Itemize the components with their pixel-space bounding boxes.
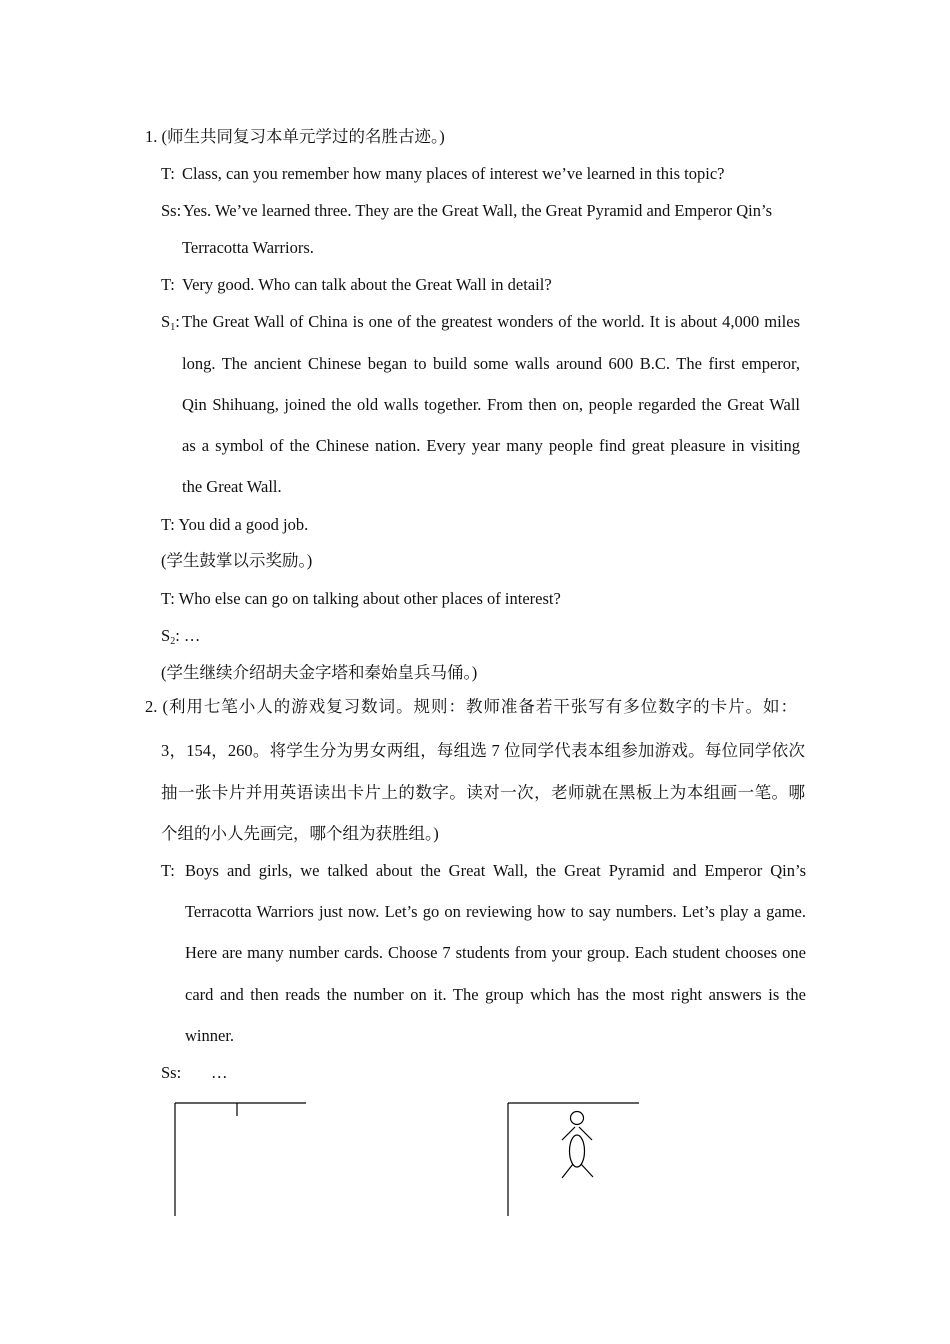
dialogue-line: …	[211, 1063, 228, 1082]
paragraph-line: Terracotta Warriors just now. Let’s go on reviewing how to say numbers. Let’s play a game.	[185, 902, 806, 921]
dialogue-line: T: Who else can go on talking about other places of interest?	[161, 589, 561, 608]
section-1-heading: 1. (师生共同复习本单元学过的名胜古迹。)	[145, 127, 445, 146]
paragraph-line: as a symbol of the Chinese nation. Every year many people find great pleasure in visiting	[182, 436, 800, 455]
stick-figure-body	[570, 1135, 585, 1167]
speaker-students: Ss:	[161, 201, 182, 220]
gallows-diagram-complete	[501, 1096, 646, 1221]
section-2-heading-line: 个组的小人先画完，哪个组为获胜组。)	[161, 824, 439, 843]
speaker-letter: S	[161, 312, 171, 331]
stick-figure-right-leg	[581, 1164, 593, 1177]
gallows-diagram-empty	[168, 1096, 313, 1221]
paragraph-line: winner.	[185, 1026, 235, 1045]
paragraph-line: Here are many number cards. Choose 7 students from your group. Each student chooses one	[185, 943, 806, 962]
stick-figure-left-leg	[562, 1164, 573, 1178]
speaker-student-1	[161, 311, 180, 333]
dialogue-line: Terracotta Warriors.	[182, 238, 314, 257]
dialogue-text: : …	[175, 626, 201, 645]
dialogue-line: Class, can you remember how many places of interest we’ve learned in this topic?	[182, 164, 725, 183]
paragraph-line: long. The ancient Chinese began to build some walls around 600 B.C. The first emperor,	[182, 354, 800, 373]
speaker-subscript: 2	[170, 636, 176, 647]
speaker-colon: :	[175, 312, 180, 331]
paragraph-line: Qin Shihuang, joined the old walls together. From then on, people regarded the Great Wall	[182, 395, 800, 414]
section-2-heading-line: 抽一张卡片并用英语读出卡片上的数字。读对一次，老师就在黑板上为本组画一笔。哪	[161, 783, 805, 802]
paragraph-line: card and then reads the number on it. The group which has the most right answers is the	[185, 985, 806, 1004]
stage-note: (学生继续介绍胡夫金字塔和秦始皇兵马俑。)	[161, 663, 478, 682]
dialogue-line: Very good. Who can talk about the Great Wall in detail?	[182, 275, 552, 294]
paragraph-line: The Great Wall of China is one of the greatest wonders of the world. It is about 4,000 miles	[182, 312, 800, 331]
speaker-teacher: T:	[161, 861, 175, 880]
dialogue-line-student-2	[161, 625, 200, 647]
section-2-heading-line: 2. (利用七笔小人的游戏复习数词。规则：教师准备若干张写有多位数字的卡片。如：	[145, 697, 797, 716]
stage-note: (学生鼓掌以示奖励。)	[161, 551, 313, 570]
stick-figure-head	[571, 1112, 584, 1125]
paragraph-line: the Great Wall.	[182, 477, 282, 496]
dialogue-line: Yes. We’ve learned three. They are the Great Wall, the Great Pyramid and Emperor Qin’s	[183, 201, 773, 220]
dialogue-line: T: You did a good job.	[161, 515, 309, 534]
speaker-teacher: T:	[161, 164, 175, 183]
speaker-teacher: T:	[161, 275, 175, 294]
speaker-subscript: 1	[170, 322, 176, 333]
paragraph-line: Boys and girls, we talked about the Great Wall, the Great Pyramid and Emperor Qin’s	[185, 861, 806, 880]
speaker-letter: S	[161, 626, 171, 645]
section-2-heading-line: 3，154，260。将学生分为男女两组，每组选 7 位同学代表本组参加游戏。每位同学依次	[161, 741, 805, 760]
speaker-students: Ss:	[161, 1063, 182, 1082]
